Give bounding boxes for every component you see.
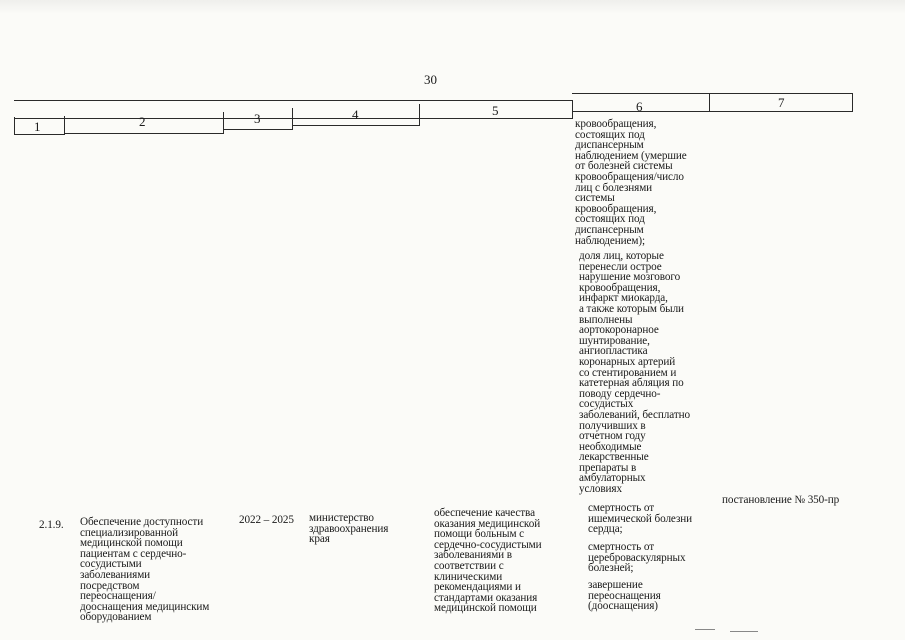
column-number-3: 3 [254,111,261,126]
header-divider [14,117,15,135]
legal-document: постановление № 350-пр [722,494,840,506]
column-number-6: 6 [636,99,643,114]
indicator-text: смертность от ишемической болезни сердца; [588,502,693,536]
header-top-border-left [14,100,572,101]
scan-mark [730,631,758,632]
measure-name: Обеспечение доступности специализированной медицинской помощи пациентам с сердечно- сосудистыми заболеваниями посредством переоснащения/ дооснащения медицинским оборудованием [80,516,210,624]
expected-result: обеспечение качества оказания медицинской помощи больным с сердечно-сосудистыми заболеваниями в соответствии с клиническими рекомендациями и стандартами оказания медицинской помощи [434,507,542,615]
executor: министерство здравоохранения края [309,512,389,546]
header-bottom-border-col2 [64,133,224,134]
header-divider [419,104,420,125]
header-bottom-border-col3 [223,129,293,130]
header-bottom-border-right [572,111,853,112]
header-bottom-border-col4 [292,125,420,126]
header-top-border-right [572,93,853,94]
column-number-4: 4 [352,107,359,122]
indicator-text: доля лиц, которые перенесли острое нарушение мозгового кровообращения, инфаркт миокарда, а также которым были выполнены аортокоронарное шунтирование, ангиопластика коронарных артерий со стентированием и катетерная абляция по поводу сердечно- сосудистых заболеваний, бесплатно получивших в отчетном году необходимые лекарственные препараты в амбулаторных условиях [579,250,690,496]
indicator-text: смертность от цереброваскулярных болезней; [588,541,686,575]
column-number-7: 7 [778,95,785,110]
implementation-period: 2022 – 2025 [239,514,294,526]
column-number-2: 2 [139,114,146,129]
scan-mark [695,629,715,630]
scan-shadow [0,0,905,14]
header-divider [572,100,573,119]
indicator-text: завершение переоснащения (дооснащения) [588,579,661,613]
indicator-text: кровообращения, состоящих под диспансерным наблюдением (умершие от болезней системы кровообращения/число лиц с болезнями системы кровообращения, состоящих под диспансерным наблюдением); [575,118,687,247]
row-number: 2.1.9. [39,519,64,531]
header-bottom-border-left [14,118,572,119]
page-number: 30 [424,72,437,87]
column-number-5: 5 [492,103,499,118]
header-divider [852,93,853,112]
column-number-1: 1 [34,119,41,134]
header-divider [709,93,710,112]
